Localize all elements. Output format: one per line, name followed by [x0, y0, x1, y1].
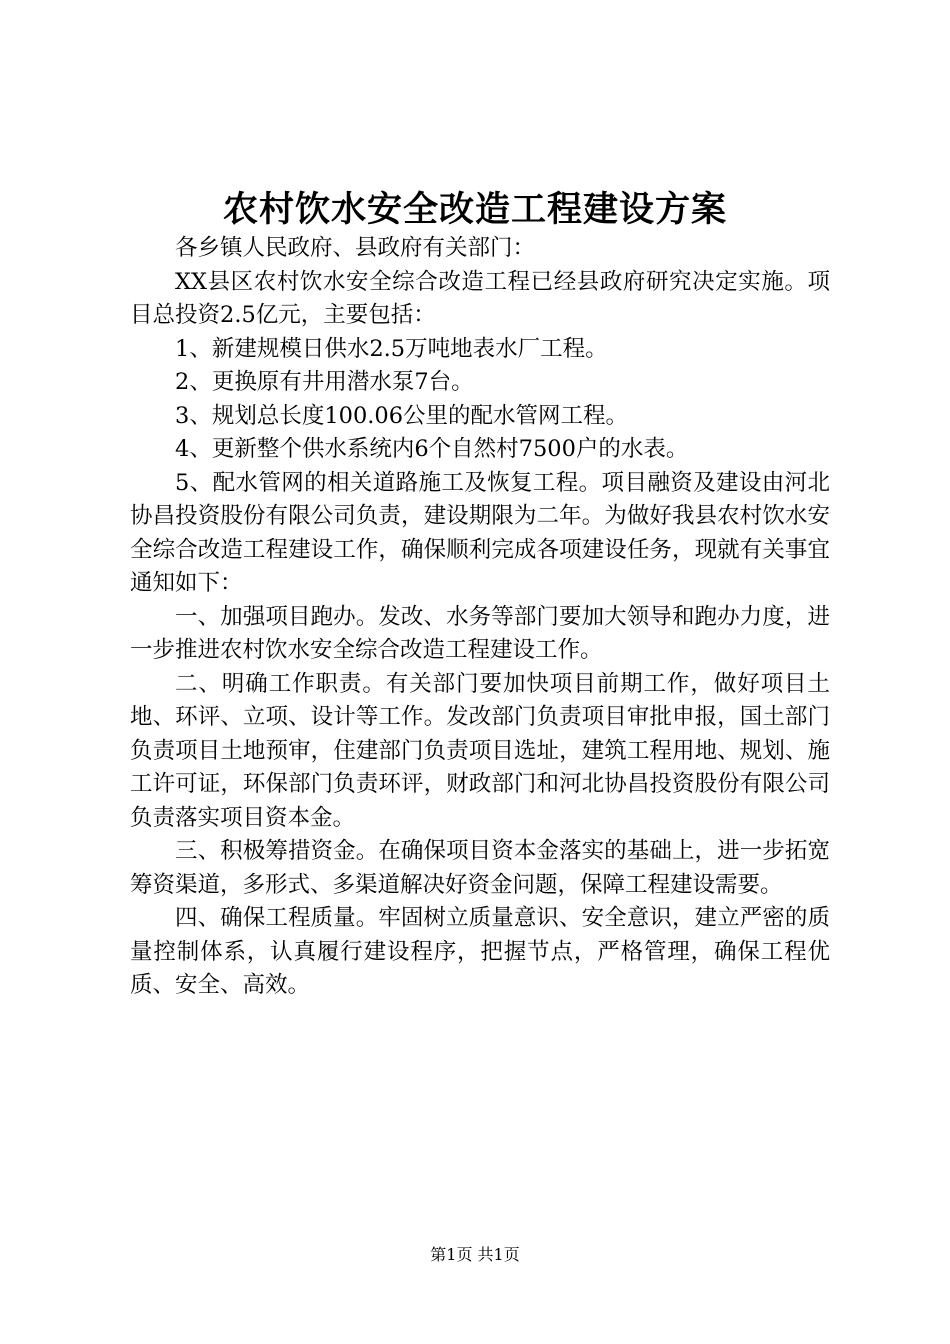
paragraph-section-4: 四、确保工程质量。牢固树立质量意识、安全意识，建立严密的质量控制体系，认真履行建设程序，把握节点，严格管理，确保工程优质、安全、高效。	[130, 905, 830, 998]
document-title: 农村饮水安全改造工程建设方案	[222, 189, 727, 230]
paragraph-item-3: 3、规划总长度100.06公里的配水管网工程。	[175, 402, 629, 429]
document-body	[130, 232, 830, 1003]
paragraph-section-2: 二、明确工作职责。有关部门要加快项目前期工作，做好项目土地、环评、立项、设计等工作。发改部门负责项目审批申报，国土部门负责项目土地预审，住建部门负责项目选址，建筑工程用地、规划、施工许可证，环保部门负责环评，财政部门和河北协昌投资股份有限公司负责落实项目资本金。	[130, 670, 830, 831]
paragraph-item-5: 5、配水管网的相关道路施工及恢复工程。项目融资及建设由河北协昌投资股份有限公司负责，建设期限为二年。为做好我县农村饮水安全综合改造工程建设工作，确保顺利完成各项建设任务，现就有关事宜通知如下：	[130, 469, 830, 596]
paragraph-item-2: 2、更换原有井用潜水泵7台。	[175, 369, 474, 395]
paragraph-section-1: 一、加强项目跑办。发改、水务等部门要加大领导和跑办力度，进一步推进农村饮水安全综合改造工程建设工作。	[130, 603, 830, 663]
paragraph-item-4: 4、更新整个供水系统内6个自然村7500户的水表。	[175, 436, 689, 462]
salutation: 各乡镇人民政府、县政府有关部门：	[175, 235, 536, 261]
page-footer: 第1页 共1页	[430, 1245, 520, 1264]
paragraph-intro: XX县区农村饮水安全综合改造工程已经县政府研究决定实施。项目总投资2.5亿元，主要包括：	[130, 268, 830, 328]
paragraph-item-1: 1、新建规模日供水2.5万吨地表水厂工程。	[175, 335, 608, 362]
paragraph-section-3: 三、积极筹措资金。在确保项目资本金落实的基础上，进一步拓宽筹资渠道，多形式、多渠道解决好资金问题，保障工程建设需要。	[130, 838, 830, 898]
